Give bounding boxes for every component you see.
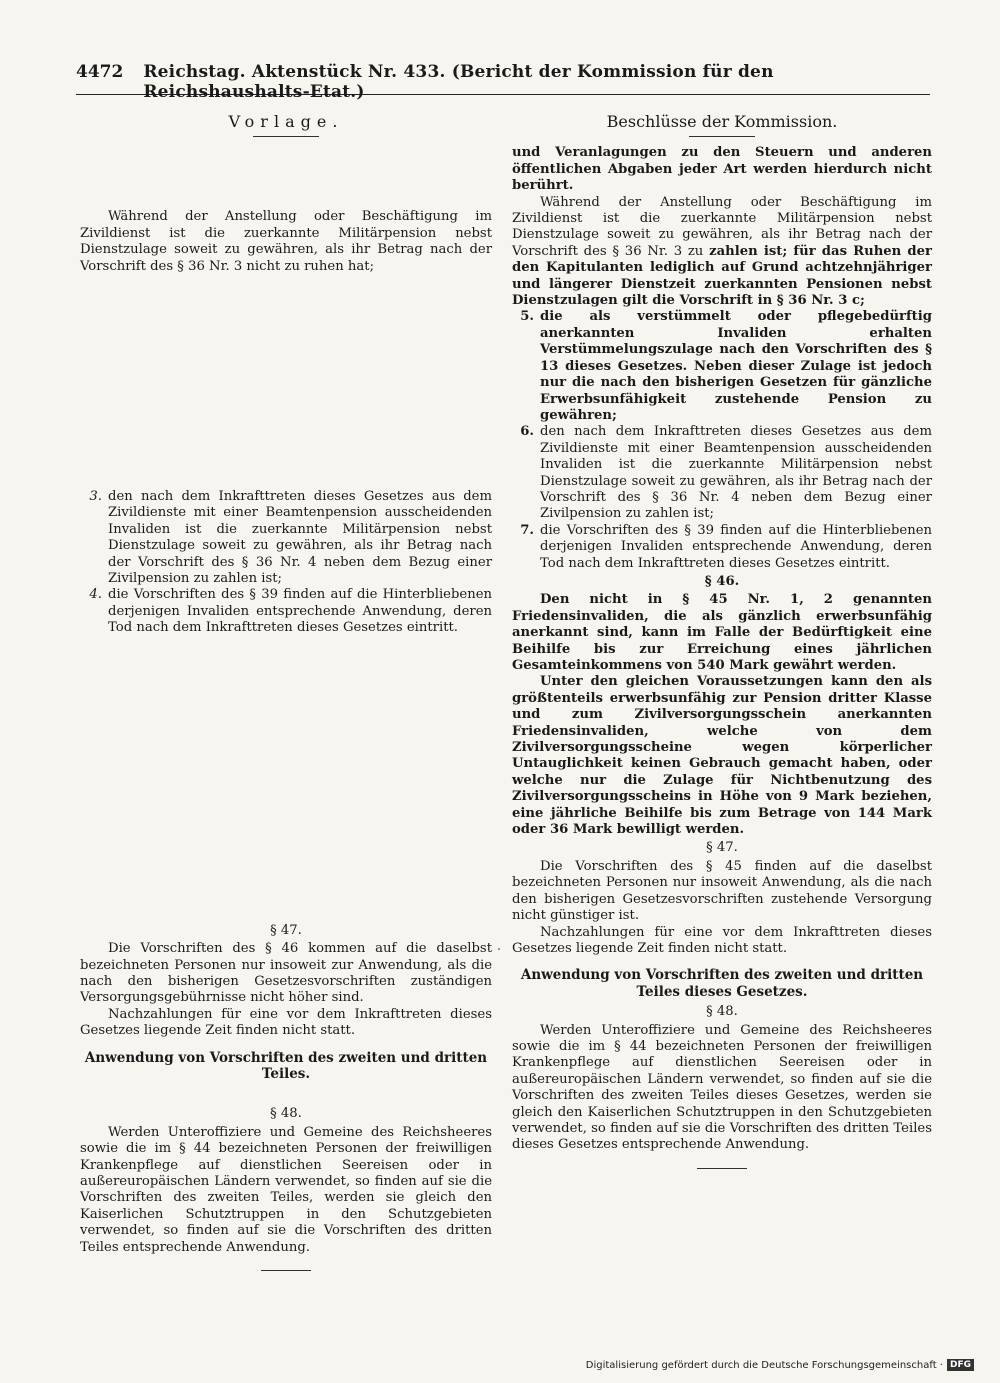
end-rule <box>261 1270 311 1271</box>
digitization-credit <box>586 1359 974 1371</box>
paragraph: Nachzahlungen für eine vor dem Inkrafttreten dieses Gesetzes liegende Zeit finden nicht statt. <box>512 924 932 956</box>
column-heading-beschluesse: Beschlüsse der Kommission. <box>606 112 838 131</box>
item-number: 5. <box>520 309 534 325</box>
section-number: § 48. <box>270 1106 302 1122</box>
paragraph <box>512 195 932 310</box>
paragraph: Unter den gleichen Voraussetzungen kann den als größtenteils erwerbsunfähig zur Pension dritter Klasse und zum Zivilversorgungsschein anerkannten Friedensinvaliden, welche von dem Zivilversorgungsscheine wegen körperlicher Untauglichkeit keinen Gebrauch gemacht haben, oder welche nur die Zulage für Nichtbenutzung des Zivilversorgungsscheins in Höhe von 9 Mark beziehen, eine jährliche Beihilfe bis zum Betrage von 144 Mark oder 36 Mark bewilligt werden. <box>512 674 932 838</box>
credit-text: Digitalisierung gefördert durch die Deutsche Forschungsgemeinschaft · <box>585 1359 943 1371</box>
item-number: 6. <box>520 424 534 440</box>
paragraph: Nachzahlungen für eine vor dem Inkrafttreten dieses Gesetzes liegende Zeit finden nicht statt. <box>80 1006 492 1039</box>
item-number: 4. <box>89 587 102 603</box>
paragraph: und Veranlagungen zu den Steuern und anderen öffentlichen Abgaben jeder Art werden hierdurch nicht berührt. <box>512 145 932 194</box>
list-item-7 <box>512 523 932 572</box>
heading-rule <box>689 136 755 137</box>
item-text: die Vorschriften des § 39 finden auf die Hinterbliebenen derjenigen Invaliden entsprechende Anwendung, deren Tod nach dem Inkrafttreten dieses Gesetzes eintritt. <box>108 587 492 636</box>
section-number: § 47. <box>270 922 302 938</box>
paragraph: Werden Unteroffiziere und Gemeine des Reichsheeres sowie die im § 44 bezeichneten Personen der freiwilligen Krankenpflege auf dienstlichen Seereisen oder in außereuropäischen Ländern verwendet, so finden auf sie die Vorschriften des zweiten Teiles dieses Gesetzes, werden sie gleich den Kaiserlichen Schutztruppen in den Schutzgebieten verwendet, so finden auf sie die Vorschriften des dritten Teiles dieses Gesetzes entsprechende Anwendung. <box>512 1022 932 1153</box>
paragraph: Während der Anstellung oder Beschäftigung im Zivildienst ist die zuerkannte Militärpension nebst Dienstzulage soweit zu gewähren, als ihr Betrag nach der Vorschrift des § 36 Nr. 3 nicht zu ruhen hat; <box>80 209 492 274</box>
section-title: Anwendung von Vorschriften des zweiten und dritten Teiles dieses Gesetzes. <box>520 967 924 1000</box>
paragraph: Den nicht in § 45 Nr. 1, 2 genannten Friedensinvaliden, die als gänzlich erwerbsunfähig anerkannt sind, kann im Falle der Bedürftigkeit eine Beihilfe bis zur Erreichung eines jährlichen Gesamteinkommens von 540 Mark gewährt werden. <box>512 592 932 673</box>
section-number: § 48. <box>706 1004 738 1020</box>
paragraph-amendment: zahlen ist; für das Ruhen der den Kapitulanten lediglich auf Grund achtzehnjähriger und längerer Dienstzeit zuerkannten Pensionen nebst Dienstzulagen gilt die Vorschrift in § 36 Nr. 3 c; <box>512 243 932 309</box>
page-number: 4472 <box>76 62 124 82</box>
page-header <box>76 62 930 102</box>
item-text: den nach dem Inkrafttreten dieses Gesetzes aus dem Zivildienste mit einer Beamtenpension ausscheidenden Invaliden ist die zuerkannte Militärpension nebst Dienstzulage soweit zu gewähren, als ihr Betrag nach der Vorschrift des § 36 Nr. 4 neben dem Bezug einer Zivilpension zu zahlen ist; <box>540 424 932 522</box>
list-item-3 <box>80 489 492 587</box>
section-number: § 47. <box>706 840 738 856</box>
item-number: 3. <box>89 489 102 505</box>
running-title: Reichstag. Aktenstück Nr. 433. (Bericht der Kommission für den Reichshaushalts-Etat.) <box>143 62 774 102</box>
paragraph-text: Während der Anstellung oder Beschäftigung im Zivildienst ist die zuerkannte Militärpension nebst Dienstzulage soweit zu gewähren, als ihr Betrag nach der Vorschrift des § 36 Nr. 3 zu <box>512 194 932 259</box>
list-item-6 <box>512 424 932 522</box>
paragraph: Die Vorschriften des § 45 finden auf die daselbst bezeichneten Personen nur insoweit Anwendung, als die nach den bisherigen Gesetzesvorschriften zustehende Versorgung nicht günstiger ist. <box>512 858 932 924</box>
dfg-logo: DFG <box>947 1359 974 1371</box>
column-vorlage <box>80 110 492 1271</box>
page-mark <box>498 948 500 950</box>
list-item-5 <box>512 309 932 424</box>
item-number: 7. <box>520 522 534 538</box>
item-text: die Vorschriften des § 39 finden auf die Hinterbliebenen derjenigen Invaliden entsprechende Anwendung, deren Tod nach dem Inkrafttreten dieses Gesetzes eintritt. <box>540 522 932 571</box>
end-rule <box>697 1168 747 1169</box>
list-item-4 <box>80 587 492 636</box>
heading-rule <box>253 136 319 137</box>
section-title: Anwendung von Vorschriften des zweiten und dritten Teiles. <box>84 1049 488 1082</box>
item-text: die als verstümmelt oder pflegebedürftig anerkannten Invaliden erhalten Verstümmelungszulage nach den Vorschriften des § 13 dieses Gesetzes. Neben dieser Zulage ist jedoch nur die nach den bisherigen Gesetzen für gänzliche Erwerbsunfähigkeit zustehende Pension zu gewähren; <box>540 309 932 423</box>
paragraph: Werden Unteroffiziere und Gemeine des Reichsheeres sowie die im § 44 bezeichneten Personen der freiwilligen Krankenpflege auf dienstlichen Seereisen oder in außereuropäischen Ländern verwendet, so finden auf sie die Vorschriften des zweiten Teiles, werden sie gleich den Kaiserlichen Schutztruppen in den Schutzgebieten verwendet, so finden auf sie die Vorschriften des dritten Teiles entsprechende Anwendung. <box>80 1124 492 1255</box>
column-heading-vorlage: Vorlage. <box>228 112 344 131</box>
paragraph: Die Vorschriften des § 46 kommen auf die daselbst bezeichneten Personen nur insoweit zur Anwendung, als die nach den bisherigen Gesetzesvorschriften zuständigen Versorgungsgebührnisse nicht höher sind. <box>80 941 492 1006</box>
item-text: den nach dem Inkrafttreten dieses Gesetzes aus dem Zivildienste mit einer Beamtenpension ausscheidenden Invaliden ist die zuerkannte Militärpension nebst Dienstzulage soweit zu gewähren, als ihr Betrag nach der Vorschrift des § 36 Nr. 4 neben dem Bezug einer Zivilpension zu zahlen ist; <box>108 489 492 587</box>
column-beschluesse <box>512 110 932 1169</box>
section-number: § 46. <box>704 573 740 589</box>
